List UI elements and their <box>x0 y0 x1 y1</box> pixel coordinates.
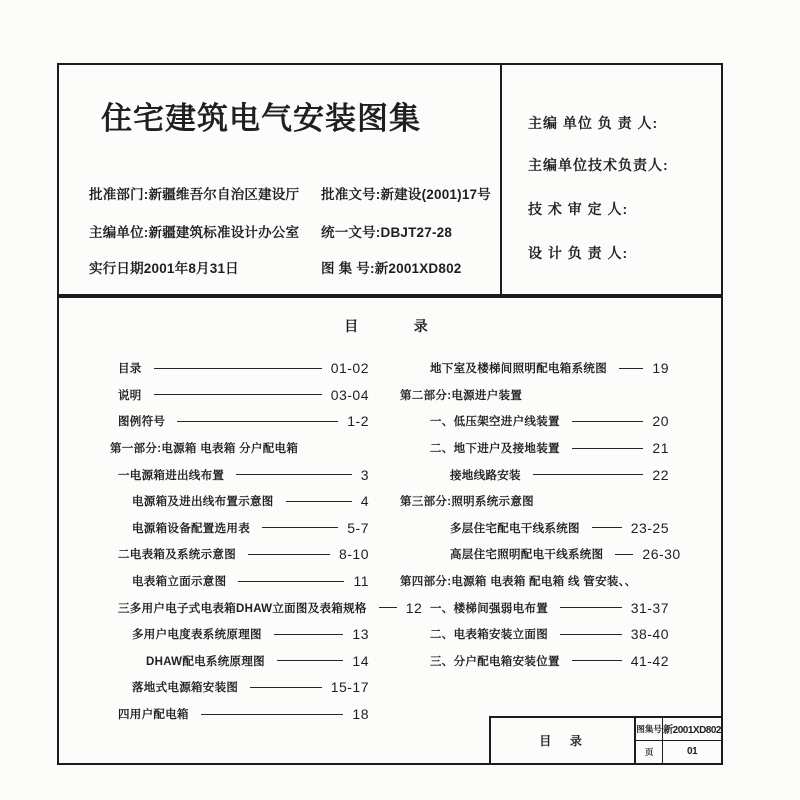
toc-leader-line <box>379 607 397 608</box>
toc-item-label: 第一部分:电源箱 电表箱 分户配电箱 <box>110 443 299 456</box>
toc-item-label: 第四部分:电源箱 电表箱 配电箱 线 管安装、、 <box>400 576 637 589</box>
toc-item-pages: 3 <box>360 466 369 483</box>
toc-section-header <box>398 488 669 515</box>
toc-column-right <box>398 355 681 674</box>
title-block-grid <box>636 718 721 763</box>
toc-item-pages: 31-37 <box>630 599 669 616</box>
toc-leader-line <box>533 474 644 475</box>
toc-leader-line <box>592 527 622 528</box>
toc-item-label: 二电表箱及系统示意图 <box>118 549 236 562</box>
toc-row <box>90 701 369 728</box>
chief-unit-tech-head-label: 主编单位技术负责人: <box>528 157 669 173</box>
approval-doc-number: 批准文号:新建设(2001)17号 <box>321 187 491 202</box>
toc-leader-line <box>619 368 643 369</box>
toc-row <box>90 515 369 542</box>
toc-leader-line <box>262 527 338 528</box>
toc-box <box>57 296 723 765</box>
toc-item-label: 一、楼梯间强弱电布置 <box>430 602 548 615</box>
toc-item-pages: 8-10 <box>338 546 369 563</box>
toc-leader-line <box>277 660 343 661</box>
atlas-title: 住宅建筑电气安装图集 <box>101 101 421 136</box>
toc-item-label: 三多用户电子式电表箱DHAW立面图及表箱规格 <box>118 602 367 615</box>
toc-leader-line <box>177 421 338 422</box>
toc-leader-line <box>560 607 622 608</box>
toc-row <box>90 621 369 648</box>
signatories-panel <box>502 65 721 294</box>
toc-item-label: 第二部分:电源进户装置 <box>400 389 523 402</box>
toc-item-label: 高层住宅照明配电干线系统图 <box>450 549 604 562</box>
toc-leader-line <box>572 660 622 661</box>
page-no-value: 01 <box>687 746 698 758</box>
toc-leader-line <box>154 368 322 369</box>
toc-row <box>90 382 369 409</box>
toc-column-left <box>90 355 423 727</box>
toc-item-label: 第三部分:照明系统示意图 <box>400 496 534 509</box>
toc-item-pages: 23-25 <box>630 519 669 536</box>
toc-row <box>398 355 669 382</box>
toc-leader-line <box>572 421 644 422</box>
toc-section-header <box>90 435 369 462</box>
toc-row <box>90 674 369 701</box>
toc-row <box>90 594 423 621</box>
toc-item-label: 电源箱设备配置选用表 <box>132 522 250 535</box>
toc-item-label: 说明 <box>118 389 142 402</box>
toc-item-label: 二、地下进户及接地装置 <box>430 443 560 456</box>
toc-row <box>90 408 369 435</box>
toc-item-label: 一、低压架空进户线装置 <box>430 416 560 429</box>
toc-row <box>398 621 669 648</box>
page-label: 页 <box>636 741 663 764</box>
toc-item-label: 二、电表箱安装立面图 <box>430 629 548 642</box>
atlas-no-value: 新2001XD802 <box>663 718 721 741</box>
toc-leader-line <box>248 554 330 555</box>
toc-item-pages: 1-2 <box>347 413 369 430</box>
toc-row <box>90 355 369 382</box>
toc-row <box>398 648 669 675</box>
toc-section-header <box>398 568 669 595</box>
toc-item-pages: 19 <box>652 360 669 377</box>
toc-item-pages: 5-7 <box>347 519 369 536</box>
toc-item-pages: 03-04 <box>330 386 369 403</box>
toc-item-pages: 13 <box>352 626 369 643</box>
toc-item-pages: 4 <box>360 493 369 510</box>
chief-editor-unit: 主编单位:新疆建筑标准设计办公室 <box>89 225 300 240</box>
toc-leader-line <box>154 394 322 395</box>
toc-leader-line <box>572 448 644 449</box>
chief-unit-head-label: 主编 单位 负 责 人: <box>528 115 659 131</box>
approval-department: 批准部门:新疆维吾尔自治区建设厅 <box>89 187 300 202</box>
toc-item-label: 图例符号 <box>118 416 166 429</box>
title-block-doc-title: 目 录 <box>491 718 636 763</box>
toc-item-pages: 11 <box>353 573 369 590</box>
toc-row <box>398 435 669 462</box>
toc-leader-line <box>615 554 633 555</box>
atlas-number: 图 集 号:新2001XD802 <box>321 261 462 276</box>
toc-item-pages: 26-30 <box>642 546 681 563</box>
toc-item-label: 接地线路安装 <box>450 469 521 482</box>
toc-row <box>90 541 369 568</box>
toc-item-pages: 14 <box>352 652 369 669</box>
toc-item-label: DHAW配电系统原理图 <box>146 655 265 668</box>
toc-item-label: 一电源箱进出线布置 <box>118 469 225 482</box>
atlas-no-label: 图集号 <box>636 718 663 741</box>
toc-item-pages: 18 <box>352 706 369 723</box>
toc-item-pages: 12 <box>405 599 423 616</box>
technical-reviewer-label: 技 术 审 定 人: <box>528 201 629 217</box>
toc-item-pages: 01-02 <box>330 360 369 377</box>
toc-item-pages: 38-40 <box>630 626 669 643</box>
title-area <box>59 65 502 294</box>
toc-row <box>398 461 669 488</box>
effective-date: 实行日期2001年8月31日 <box>89 261 239 276</box>
toc-item-pages: 22 <box>652 466 669 483</box>
toc-leader-line <box>560 634 622 635</box>
toc-leader-line <box>238 581 344 582</box>
toc-row <box>398 408 669 435</box>
toc-item-label: 落地式电源箱安装图 <box>132 682 239 695</box>
toc-item-label: 多层住宅配电干线系统图 <box>450 522 580 535</box>
toc-row <box>90 568 369 595</box>
toc-item-label: 目录 <box>118 363 142 376</box>
toc-item-label: 电表箱立面示意图 <box>132 576 227 589</box>
design-head-label: 设 计 负 责 人: <box>528 245 629 261</box>
toc-row <box>90 461 369 488</box>
toc-leader-line <box>274 634 344 635</box>
toc-item-label: 多用户电度表系统原理图 <box>132 629 262 642</box>
toc-row <box>90 648 369 675</box>
toc-item-label: 电源箱及进出线布置示意图 <box>132 496 274 509</box>
toc-item-label: 三、分户配电箱安装位置 <box>430 655 560 668</box>
cover-header-box <box>57 63 723 296</box>
toc-leader-line <box>236 474 352 475</box>
toc-section-header <box>398 382 669 409</box>
toc-leader-line <box>201 714 344 715</box>
toc-item-label: 四用户配电箱 <box>118 709 189 722</box>
toc-item-label: 地下室及楼梯间照明配电箱系统图 <box>430 363 607 376</box>
toc-leader-line <box>250 687 321 688</box>
toc-item-pages: 15-17 <box>330 679 369 696</box>
toc-row <box>90 488 369 515</box>
unified-doc-number: 统一文号:DBJT27-28 <box>321 225 453 240</box>
toc-leader-line <box>286 501 352 502</box>
toc-item-pages: 41-42 <box>630 652 669 669</box>
toc-heading: 目 录 <box>344 318 436 334</box>
toc-row <box>398 541 681 568</box>
drawing-title-block <box>489 716 721 763</box>
toc-row <box>398 594 669 621</box>
toc-row <box>398 515 669 542</box>
toc-item-pages: 21 <box>652 440 669 457</box>
toc-item-pages: 20 <box>652 413 669 430</box>
